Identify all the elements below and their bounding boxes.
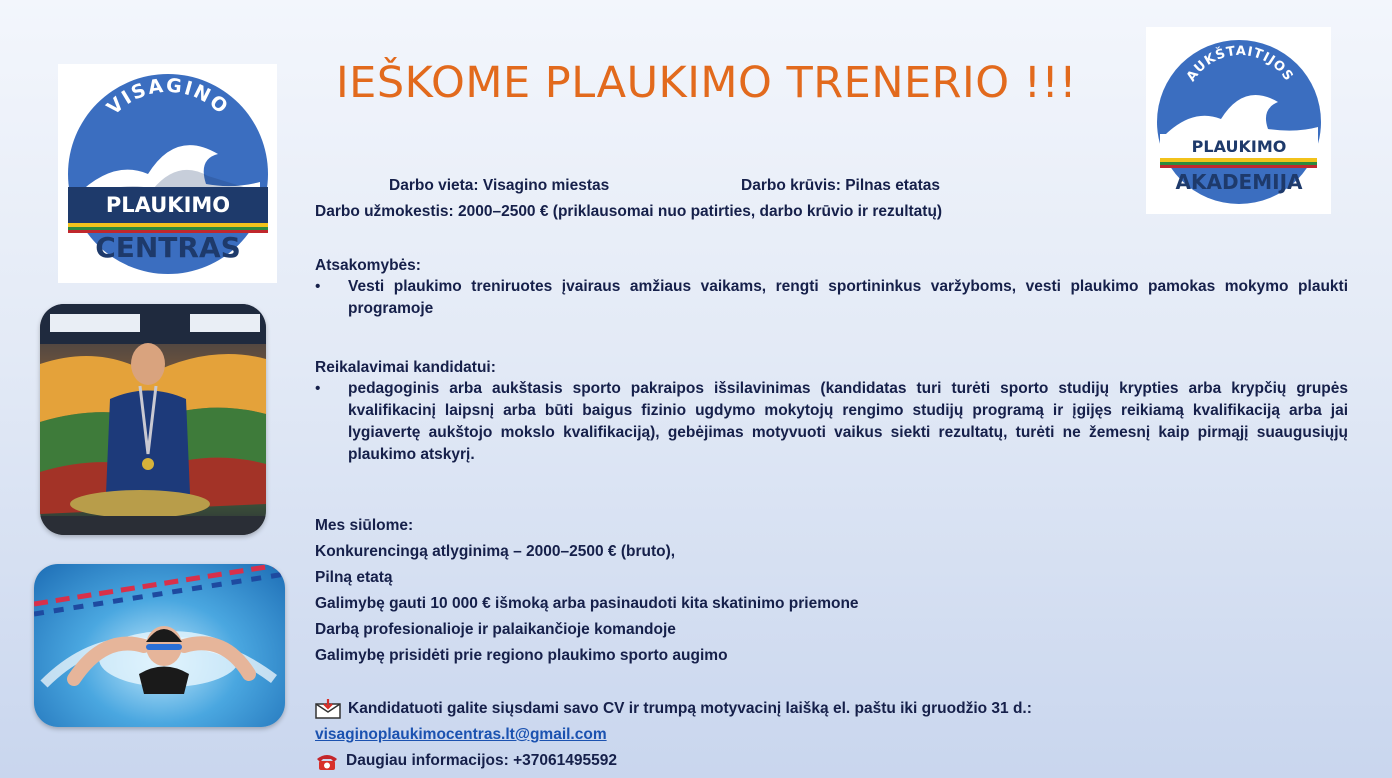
job-load: Darbo krūvis: Pilnas etatas: [741, 177, 940, 194]
contact-line: [315, 698, 1032, 719]
job-salary: Darbo užmokestis: 2000–2500 € (priklausomai nuo patirties, darbo krūvio ir rezultatų): [315, 203, 943, 220]
bullet-marker: •: [315, 278, 321, 295]
visagino-logo: [58, 64, 277, 283]
svg-text:PLAUKIMO: PLAUKIMO: [1191, 137, 1287, 156]
responsibility-item: [315, 276, 1348, 320]
aukstaitijos-logo-graphic: [1146, 27, 1331, 214]
contact-text: Kandidatuoti galite siųsdami savo CV ir trumpą motyvacinį laišką el. paštu iki gruodžio 31 d.:: [348, 700, 1032, 717]
phone-line: [315, 750, 617, 771]
requirement-item: [315, 378, 1348, 466]
svg-text:AKADEMIJA: AKADEMIJA: [1175, 170, 1303, 194]
svg-text:CENTRAS: CENTRAS: [95, 231, 241, 264]
svg-text:AUKŠTAITIJOS: AUKŠTAITIJOS: [1183, 43, 1297, 85]
svg-text:VISAGINO: VISAGINO: [102, 74, 234, 120]
offer-item-growth: Galimybę prisidėti prie regiono plaukimo sporto augimo: [315, 647, 728, 664]
offer-item-salary: Konkurencingą atlyginimą – 2000–2500 € (bruto),: [315, 543, 676, 560]
requirement-text: pedagoginis arba aukštasis sporto pakraipos išsilavinimas (kandidatas turi turėti sporto studijų krypties arba krypčių grupės kvalifikacinį laipsnį arba būti baigus fizinio ugdymo mokytojų rengimo studijų programą ir įgijęs reikiamą kvalifikaciją arba jai lygiavertę aukštojo mokslo kvalifikaciją), gebėjimas motyvuoti vaikus siekti rezultatų, turėti ne žemesnį kaip pirmąjį suaugusiųjų plaukimo atskyrį.: [348, 380, 1348, 463]
coach-photo: [40, 304, 266, 535]
offer-item-team: Darbą profesionalioje ir palaikančioje komandoje: [315, 621, 676, 638]
coach-illustration: [40, 304, 266, 535]
bullet-marker: •: [315, 380, 321, 397]
page-title: IEŠKOME PLAUKIMO TRENERIO !!!: [336, 58, 1077, 108]
offer-heading: Mes siūlome:: [315, 517, 414, 534]
telephone-icon: [315, 751, 339, 771]
offer-item-fulltime: Pilną etatą: [315, 569, 393, 586]
phone-text: Daugiau informacijos: +37061495592: [346, 752, 617, 769]
swimmer-photo: [34, 564, 285, 727]
svg-text:PLAUKIMO: PLAUKIMO: [105, 193, 231, 217]
offer-item-bonus: Galimybę gauti 10 000 € išmoką arba pasinaudoti kita skatinimo priemone: [315, 595, 859, 612]
responsibilities-heading: Atsakomybės:: [315, 257, 421, 274]
responsibility-text: Vesti plaukimo treniruotes įvairaus amžiaus vaikams, rengti sportininkus varžyboms, vesti plaukimo pamokas mokymo plaukti programoje: [348, 278, 1348, 317]
aukstaitijos-logo: [1146, 27, 1331, 214]
requirements-heading: Reikalavimai kandidatui:: [315, 359, 496, 376]
mail-inbox-icon: [315, 699, 341, 719]
visagino-logo-graphic: [58, 64, 277, 283]
job-place: Darbo vieta: Visagino miestas: [389, 177, 610, 194]
swimmer-illustration: [34, 564, 285, 727]
email-link[interactable]: visaginoplaukimocentras.lt@gmail.com: [315, 726, 607, 743]
